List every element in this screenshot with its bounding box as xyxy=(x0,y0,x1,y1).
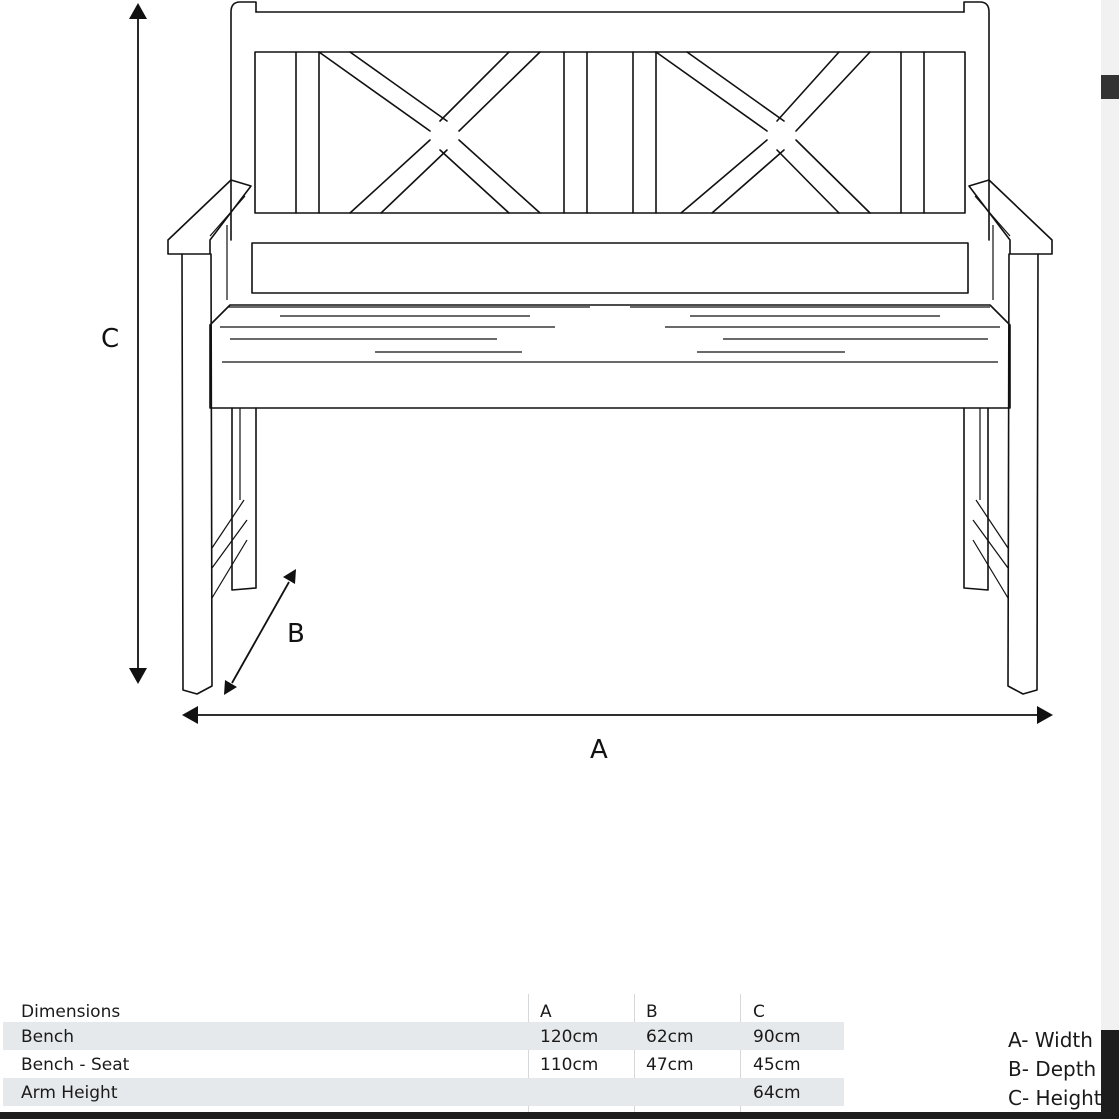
legend-width: A- Width xyxy=(1008,1028,1093,1052)
header-b: B xyxy=(646,1002,658,1022)
left-armrest xyxy=(168,180,251,254)
row-b: 62cm xyxy=(646,1027,694,1047)
back-panel xyxy=(255,52,965,213)
seat-slat-lines xyxy=(220,307,1000,362)
back-lower-rail xyxy=(252,243,968,293)
dimension-a-label: A xyxy=(590,735,608,765)
row-name: Arm Height xyxy=(21,1083,118,1103)
right-edge-scroll-area xyxy=(1101,0,1119,1119)
row-name: Bench - Seat xyxy=(21,1055,130,1075)
header-a: A xyxy=(540,1002,552,1022)
back-cross-right xyxy=(656,52,870,213)
row-b: 47cm xyxy=(646,1055,694,1075)
dimension-c xyxy=(101,3,147,684)
row-c: 90cm xyxy=(753,1027,801,1047)
row-c: 45cm xyxy=(753,1055,801,1075)
back-vertical-slats xyxy=(296,52,924,213)
bottom-edge-bar xyxy=(0,1112,1119,1119)
row-c: 64cm xyxy=(753,1083,801,1103)
table-header-row xyxy=(3,994,844,1022)
dimension-b xyxy=(224,569,305,695)
table-row xyxy=(3,1022,844,1050)
left-back-leg xyxy=(232,408,256,590)
leg-stretchers xyxy=(212,408,1008,598)
backrest-left-post xyxy=(231,2,256,240)
dimension-a xyxy=(182,706,1053,765)
bench-drawing xyxy=(168,2,1052,694)
row-name: Bench xyxy=(21,1027,75,1047)
legend-depth: B- Depth xyxy=(1008,1057,1097,1081)
right-front-leg xyxy=(1008,254,1038,694)
right-armrest xyxy=(969,180,1052,254)
dimension-b-label: B xyxy=(287,619,305,649)
backrest-right-post xyxy=(964,2,989,240)
dimension-c-label: C xyxy=(101,324,120,354)
back-cross-left xyxy=(319,52,540,213)
dimension-legend xyxy=(1008,1026,1102,1113)
table-row xyxy=(3,1078,844,1106)
seat xyxy=(210,305,1010,408)
left-front-leg xyxy=(182,254,212,694)
header-c: C xyxy=(753,1002,765,1022)
dimensions-table xyxy=(3,994,844,1106)
table-row xyxy=(3,1050,844,1078)
header-dimensions: Dimensions xyxy=(21,1002,121,1022)
legend-height: C- Height xyxy=(1008,1086,1102,1110)
row-a: 110cm xyxy=(540,1055,599,1075)
row-a: 120cm xyxy=(540,1027,599,1047)
right-back-leg xyxy=(964,408,988,590)
